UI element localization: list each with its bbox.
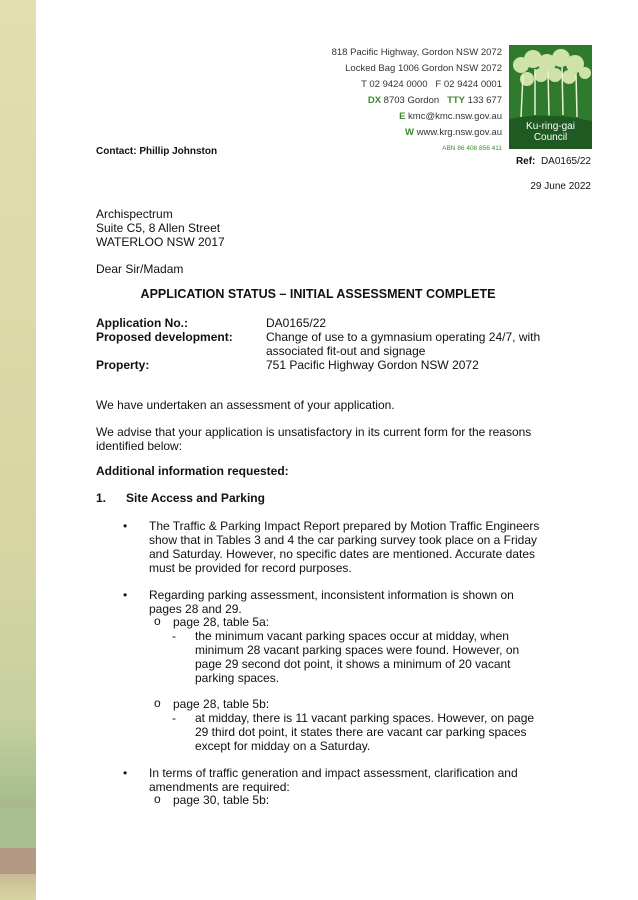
subheading-additional-info: Additional information requested:: [96, 464, 289, 478]
body-paragraph: We have undertaken an assessment of your application.: [96, 398, 395, 412]
application-details: [96, 316, 551, 372]
detail-row: Property: 751 Pacific Highway Gordon NSW 2072: [96, 358, 479, 372]
letterhead-postal: Locked Bag 1006 Gordon NSW 2072: [345, 63, 502, 74]
council-letterhead: [332, 45, 502, 157]
edge-band-brown: [0, 848, 36, 874]
sub-list-item: o page 28, table 5b:: [154, 696, 270, 711]
sub-list-item: o page 30, table 5b:: [154, 792, 270, 807]
list-item: • Regarding parking assessment, inconsistent information is shown on pages 28 and 29.: [123, 588, 514, 616]
recipient-address: Archispectrum Suite C5, 8 Allen Street WATERLOO NSW 2017: [96, 207, 225, 249]
contact-person: Contact: Phillip Johnston: [96, 146, 218, 157]
sub-list-item: o page 28, table 5a:: [154, 614, 270, 629]
sub-sub-list-item: - at midday, there is 11 vacant parking spaces. However, on page 29 third dot point, it states there are vacant car parking spaces except for midday on a Saturday.: [172, 711, 535, 753]
sub-sub-list-item: - the minimum vacant parking spaces occur at midday, when minimum 28 vacant parking spaces were found. However, on page 29 second dot point, it shows a minimum of 20 vacant parking spaces.: [172, 629, 520, 685]
council-logo: [509, 45, 592, 149]
page-edge-decoration: [0, 0, 36, 900]
logo-wordmark: Ku-ring-gai Council: [526, 121, 575, 143]
salutation: Dear Sir/Madam: [96, 262, 184, 276]
detail-row: Application No.: DA0165/22: [96, 316, 327, 330]
section-heading: 1. Site Access and Parking: [96, 491, 265, 505]
edge-band-green: [0, 808, 36, 848]
letterhead-dx-tty: DX 8703 Gordon TTY 133 677: [367, 95, 502, 106]
body-paragraph: We advise that your application is unsatisfactory in its current form for the reasons identified below:: [96, 425, 532, 453]
letterhead-address: 818 Pacific Highway, Gordon NSW 2072: [331, 47, 502, 58]
letterhead-abn: ABN 86 408 856 411: [442, 145, 502, 152]
list-item: • In terms of traffic generation and impact assessment, clarification and amendments are required:: [123, 766, 518, 794]
letter-date: 29 June 2022: [530, 181, 591, 192]
detail-row: Proposed development: Change of use to a gymnasium operating 24/7, with associated fit-out and signage: [96, 330, 541, 358]
list-item: • The Traffic & Parking Impact Report prepared by Motion Traffic Engineers show that in Tables 3 and 4 the car parking survey took place on a Friday and Saturday. However, no specific dates are mentioned. Accurate dates must be provided for record purposes.: [123, 519, 540, 575]
reference: Ref: DA0165/22: [515, 156, 591, 167]
letterhead-email: E kmc@kmc.nsw.gov.au: [399, 111, 502, 122]
letterhead-phone-fax: T 02 9424 0000 F 02 9424 0001: [361, 79, 502, 90]
letter-heading: APPLICATION STATUS – INITIAL ASSESSMENT COMPLETE: [140, 287, 496, 301]
letterhead-web: W www.krg.nsw.gov.au: [405, 127, 502, 138]
